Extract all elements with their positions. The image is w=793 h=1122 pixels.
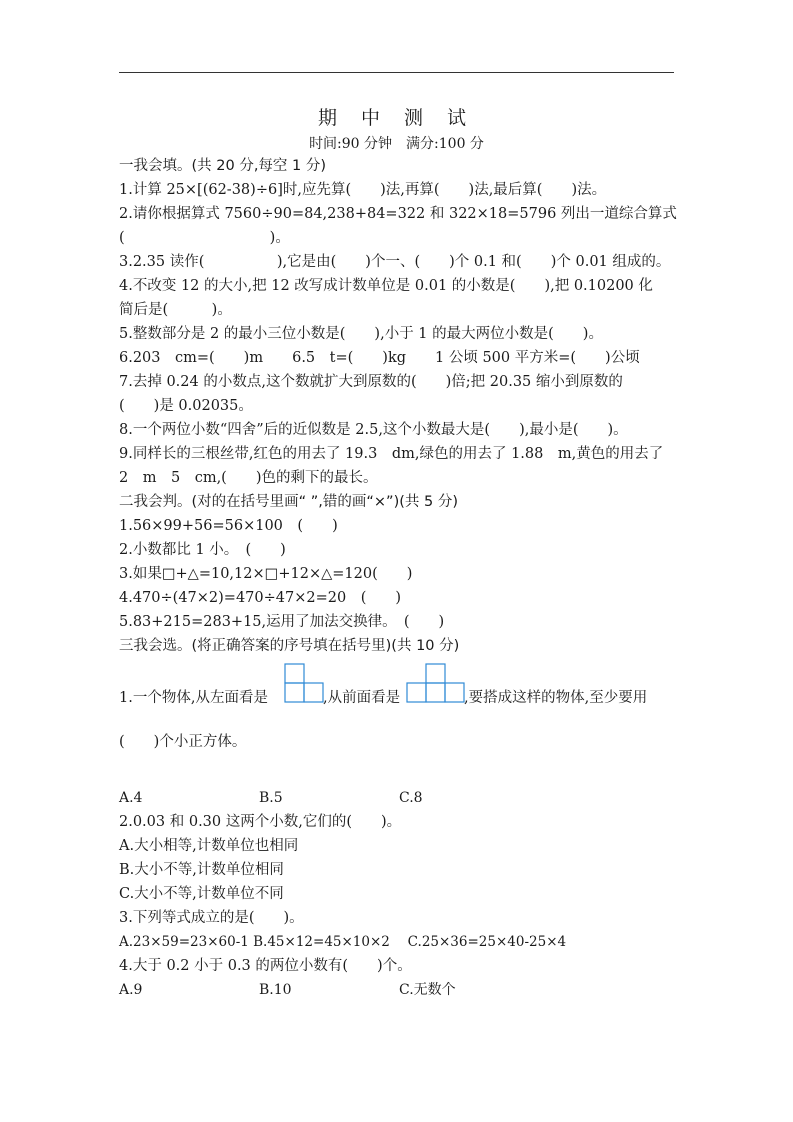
q3-3-options: A.23×59=23×60-1 B.45×12=45×10×2 C.25×36=25×40-25×4	[119, 934, 567, 950]
question-2-4: 4.470÷(47×2)=470÷47×2=20 ( )	[119, 590, 402, 606]
question-1-8: 8.一个两位小数“四舍”后的近似数是 2.5,这个小数最大是( ),最小是( )。	[119, 422, 628, 438]
question-2-2: 2.小数都比 1 小。 ( )	[119, 542, 286, 558]
front-view-bottom-right-square	[445, 683, 464, 702]
q3-2-option-c: C.大小不等,计数单位不同	[119, 886, 284, 902]
exam-info: 时间:90 分钟 满分:100 分	[309, 136, 484, 152]
front-view-figure	[406, 663, 466, 705]
q3-1-option-c: C.8	[399, 790, 423, 806]
question-2-5: 5.83+215=283+15,运用了加法交换律。 ( )	[119, 614, 445, 630]
question-3-2: 2.0.03 和 0.30 这两个小数,它们的( )。	[119, 814, 402, 830]
left-view-top-square	[285, 664, 304, 683]
question-1-1: 1.计算 25×[(62-38)÷6]时,应先算( )法,再算( )法,最后算( )法。	[119, 182, 607, 198]
question-1-9-cont: 2 m 5 cm,( )色的剩下的最长。	[119, 470, 378, 486]
question-1-4: 4.不改变 12 的大小,把 12 改写成计数单位是 0.01 的小数是( ),把 0.10200 化	[119, 278, 653, 294]
question-1-6: 6.203 cm=( )m 6.5 t=( )kg 1 公顷 500 平方米=( )公顷	[119, 350, 640, 366]
front-view-bottom-left-square	[407, 683, 426, 702]
question-3-1-part2: ,从前面看是	[323, 690, 401, 706]
q3-4-option-a: A.9	[119, 982, 143, 998]
question-1-4-cont: 简后是( )。	[119, 302, 232, 318]
page-title: 期 中 测 试	[317, 107, 476, 129]
q3-2-option-b: B.大小不等,计数单位相同	[119, 862, 284, 878]
q3-4-option-c: C.无数个	[399, 982, 456, 998]
section-2-heading: 二我会判。(对的在括号里画“ ”,错的画“×”)(共 5 分)	[119, 494, 458, 510]
question-1-3: 3.2.35 读作( ),它是由( )个一、( )个 0.1 和( )个 0.01 组成的。	[119, 254, 671, 270]
question-2-1: 1.56×99+56=56×100 ( )	[119, 518, 338, 534]
left-view-bottom-right-square	[304, 683, 323, 702]
q3-1-option-a: A.4	[119, 790, 143, 806]
question-3-1-part3: ,要搭成这样的物体,至少要用	[464, 690, 648, 706]
left-view-figure	[284, 663, 326, 705]
q3-4-option-b: B.10	[259, 982, 292, 998]
left-view-bottom-left-square	[285, 683, 304, 702]
front-view-top-square	[426, 664, 445, 683]
question-3-1-part1: 1.一个物体,从左面看是	[119, 690, 268, 706]
question-1-5: 5.整数部分是 2 的最小三位小数是( ),小于 1 的最大两位小数是( )。	[119, 326, 603, 342]
question-1-9: 9.同样长的三根丝带,红色的用去了 19.3 dm,绿色的用去了 1.88 m,黄色的用去了	[119, 446, 664, 462]
section-1-heading: 一我会填。(共 20 分,每空 1 分)	[119, 158, 327, 174]
header-rule	[119, 72, 674, 73]
q3-2-option-a: A.大小相等,计数单位也相同	[119, 838, 299, 854]
question-1-7-cont: ( )是 0.02035。	[119, 398, 253, 414]
question-3-4: 4.大于 0.2 小于 0.3 的两位小数有( )个。	[119, 958, 412, 974]
question-1-2-answer: ( )。	[119, 230, 290, 246]
question-3-3: 3.下列等式成立的是( )。	[119, 910, 304, 926]
question-3-1-cont: ( )个小正方体。	[119, 734, 247, 750]
question-2-3: 3.如果□+△=10,12×□+12×△=120( )	[119, 566, 413, 582]
section-3-heading: 三我会选。(将正确答案的序号填在括号里)(共 10 分)	[119, 638, 460, 654]
question-1-7: 7.去掉 0.24 的小数点,这个数就扩大到原数的( )倍;把 20.35 缩小到原数的	[119, 374, 623, 390]
question-1-2: 2.请你根据算式 7560÷90=84,238+84=322 和 322×18=5796 列出一道综合算式	[119, 206, 677, 222]
q3-1-option-b: B.5	[259, 790, 283, 806]
front-view-bottom-middle-square	[426, 683, 445, 702]
